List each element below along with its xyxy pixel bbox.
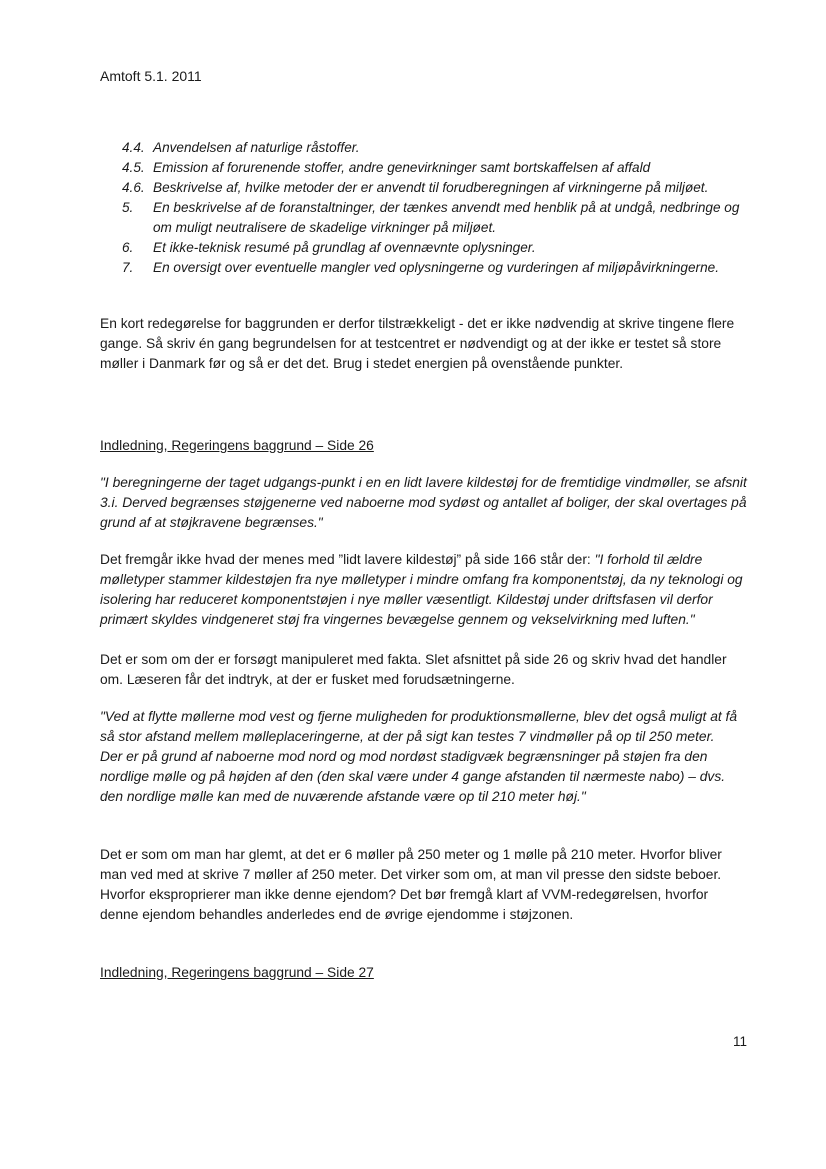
quote-part: "Ved at flytte møllerne mod vest og fjerne muligheden for produktionsmøllerne, blev det også muligt at få så stor afstand mellem mølleplaceringerne, at der på sigt kan testes 7 vindmøller på op til 250 meter. (100, 709, 738, 744)
list-item (122, 258, 752, 278)
list-text: Emission af forurenende stoffer, andre genevirkninger samt bortskaffelsen af affald (153, 160, 651, 175)
paragraph-text: Det fremgår ikke hvad der menes med ”lidt lavere kildestøj” på side 166 står der: (100, 552, 595, 567)
page-number: 11 (733, 1034, 748, 1049)
quote-moeller (100, 707, 750, 807)
section-heading-side-27: Indledning, Regeringens baggrund – Side 27 (100, 965, 374, 980)
requirements-list (122, 138, 752, 278)
paragraph-kildestoej (100, 550, 750, 630)
quote-kildestoej: "I beregningerne der taget udgangs-punkt i en en lidt lavere kildestøj for de fremtidige vindmøller, se afsnit 3.i. Derved begrænses støjgenerne ved naboerne mod sydøst og antallet af boliger, der skal overtages på grund af at støjkravene begrænses." (100, 475, 747, 530)
list-number: 6. (122, 240, 134, 255)
list-text: En oversigt over eventuelle mangler ved oplysningerne og vurderingen af miljøpåvirkningerne. (153, 260, 719, 275)
list-item (122, 138, 752, 158)
list-item (122, 238, 752, 258)
list-text: Beskrivelse af, hvilke metoder der er anvendt til forudberegningen af virkningerne på miljøet. (153, 180, 709, 195)
paragraph-background: En kort redegørelse for baggrunden er derfor tilstrækkeligt - det er ikke nødvendig at skrive tingene flere gange. Så skriv én gang begrundelsen for at testcentret er nødvendigt og at der ikke er testet så store møller i Danmark før og så er det det. Brug i stedet energien på ovenstående punkter. (100, 316, 735, 371)
list-item (122, 178, 752, 198)
page-header: Amtoft 5.1. 2011 (100, 68, 202, 84)
list-number: 7. (122, 260, 134, 275)
list-text: En beskrivelse af de foranstaltninger, der tænkes anvendt med henblik på at undgå, nedbringe og om muligt neutralisere de skadelige virkninger på miljøet. (153, 200, 740, 235)
list-number: 4.6. (122, 180, 145, 195)
paragraph-manipulation: Det er som om der er forsøgt manipuleret med fakta. Slet afsnittet på side 26 og skriv hvad det handler om. Læseren får det indtryk, at der er fusket med forudsætningerne. (100, 652, 727, 687)
quote-side-166: "I forhold til ældre mølletyper stammer kildestøjen fra nye mølletyper i mindre omfang fra komponentstøj, da ny teknologi og isolering har reduceret komponentstøjen i nye møller væsentligt. Kildestøj under driftsfasen vil derfor primært skyldes vindgeneret støj fra vingernes bevægelse gennem og vekselvirkning med luften." (100, 552, 743, 627)
paragraph-ekspropriation: Det er som om man har glemt, at det er 6 møller på 250 meter og 1 mølle på 210 meter. Hvorfor bliver man ved med at skrive 7 møller af 250 meter. Det virker som om, at man vil presse den sidste beboer. Hvorfor eksproprierer man ikke denne ejendom? Det bør fremgå klart af VVM-redegørelsen, hvorfor denne ejendom behandles anderledes end de øvrige ejendomme i støjzonen. (100, 847, 722, 922)
list-item (122, 158, 752, 178)
list-text: Et ikke-teknisk resumé på grundlag af ovennævnte oplysninger. (153, 240, 536, 255)
list-number: 4.5. (122, 160, 145, 175)
list-number: 4.4. (122, 140, 145, 155)
quote-part: Der er på grund af naboerne mod nord og mod nordøst stadigvæk begrænsninger på støjen fra den nordlige mølle og på højden af den (den skal være under 4 gange afstanden til nærmeste nabo) – dvs. den nordlige mølle kan med de nuværende afstande være op til 210 meter høj." (100, 749, 726, 804)
section-heading-side-26: Indledning, Regeringens baggrund – Side 26 (100, 438, 374, 453)
list-number: 5. (122, 200, 134, 215)
list-item (122, 198, 752, 238)
list-text: Anvendelsen af naturlige råstoffer. (153, 140, 360, 155)
